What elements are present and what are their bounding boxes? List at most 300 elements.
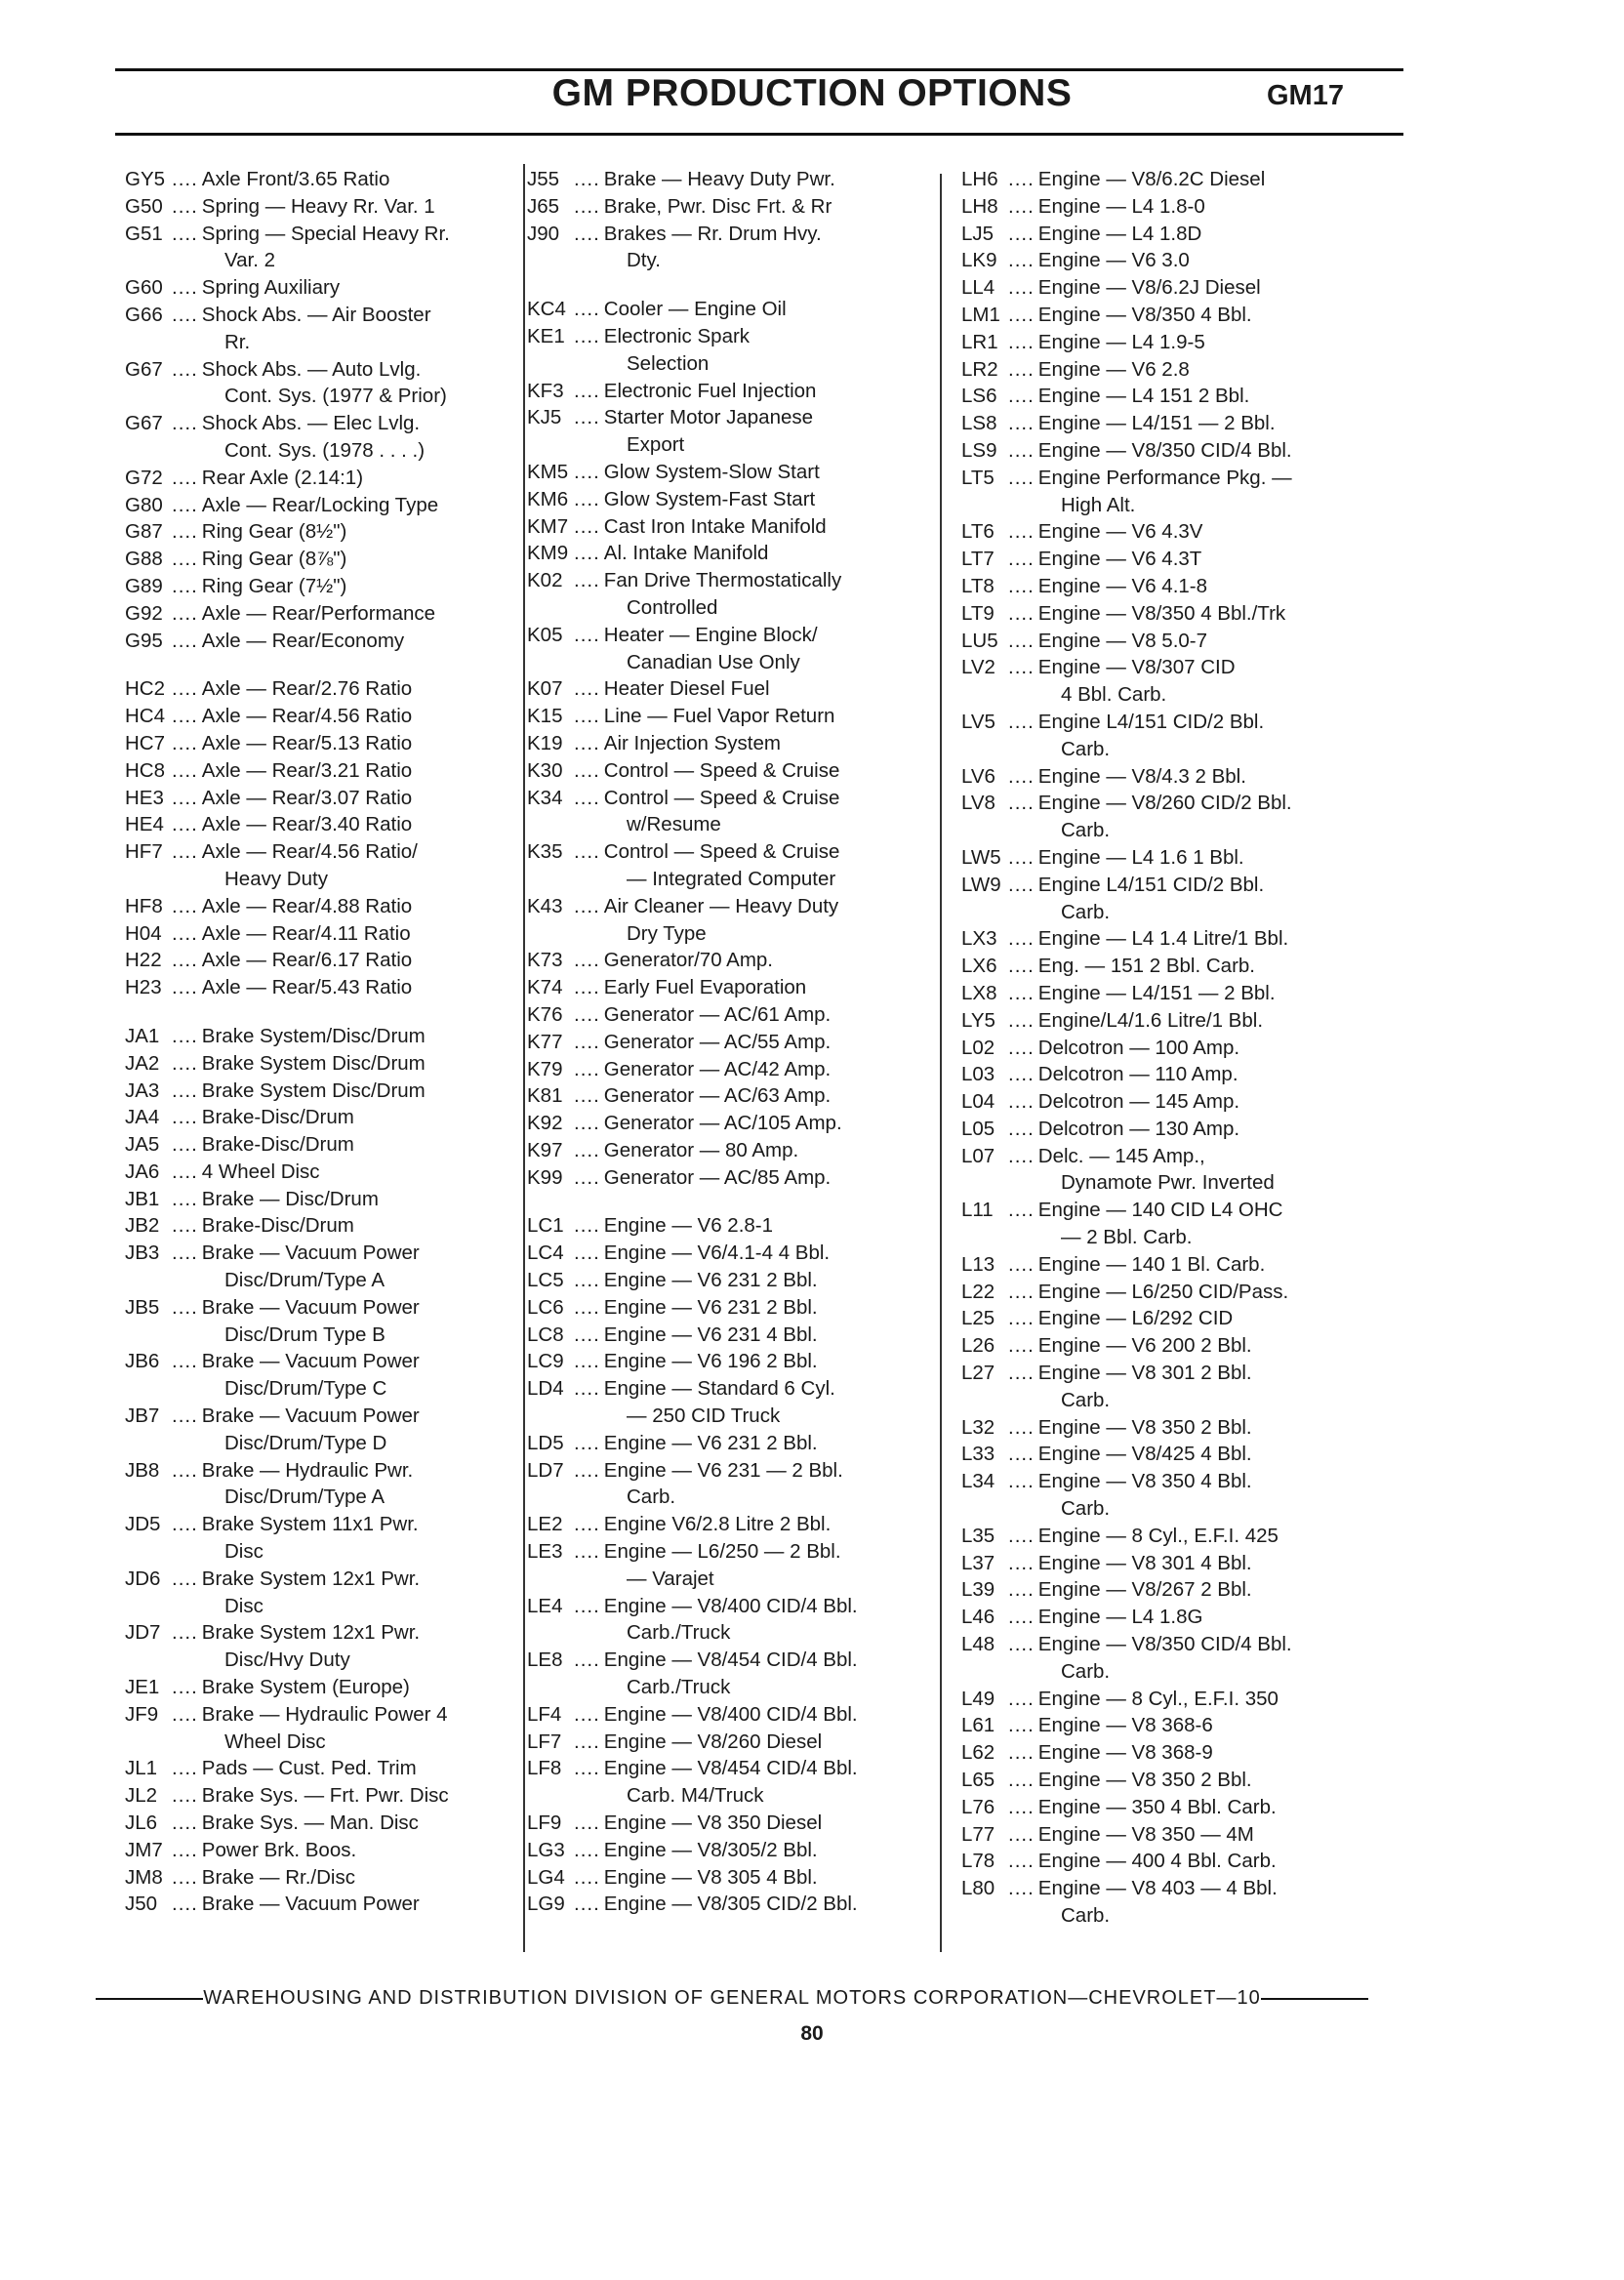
leader-dots: .... [172, 601, 198, 625]
option-entry [527, 1110, 937, 1137]
section-gap [527, 1191, 937, 1212]
option-description: Engine — V8/6.2J Diesel [1037, 276, 1261, 300]
option-description: Brake Sys. — Man. Disc [201, 1812, 419, 1835]
option-entry [125, 1159, 515, 1186]
leader-dots: .... [574, 1295, 600, 1319]
leader-dots: .... [1008, 520, 1035, 544]
column-divider [523, 164, 525, 1952]
option-entry [961, 1360, 1381, 1414]
option-code: L35 [961, 1524, 995, 1547]
option-description: Brake — Vacuum Power [201, 1350, 420, 1373]
option-code: L76 [961, 1795, 995, 1818]
option-description: Brake — Vacuum Power [201, 1295, 420, 1319]
option-entry [961, 518, 1381, 546]
leader-dots: .... [172, 1865, 198, 1889]
leader-dots: .... [574, 1893, 600, 1916]
option-code: K97 [527, 1138, 563, 1161]
option-code: LJ5 [961, 222, 995, 245]
option-code: LC1 [527, 1214, 564, 1238]
option-description: Axle — Rear/3.40 Ratio [201, 813, 413, 836]
leader-dots: .... [172, 1702, 198, 1726]
option-code: K77 [527, 1030, 563, 1053]
option-description: Generator/70 Amp. [603, 949, 774, 972]
option-entry [125, 703, 515, 730]
leader-dots: .... [1008, 574, 1035, 597]
option-description: Engine — L4/151 — 2 Bbl. [1037, 981, 1276, 1004]
option-code: L37 [961, 1551, 995, 1574]
option-description: Engine — V6 4.3V [1037, 520, 1203, 544]
option-description: Generator — AC/85 Amp. [603, 1165, 832, 1189]
option-entry [527, 893, 937, 948]
option-code: KM6 [527, 487, 569, 510]
option-code: LT9 [961, 601, 995, 625]
option-entry [961, 1767, 1381, 1794]
leader-dots: .... [172, 520, 198, 544]
options-column-2 [527, 166, 937, 1918]
option-code: G80 [125, 493, 163, 516]
option-code: L11 [961, 1199, 994, 1222]
option-description: Air Injection System [603, 731, 781, 754]
option-description: Engine — L4 151 2 Bbl. [1037, 385, 1250, 408]
leader-dots: .... [1008, 357, 1035, 381]
leader-dots: .... [172, 813, 198, 836]
option-code: K19 [527, 731, 563, 754]
leader-dots: .... [172, 758, 198, 782]
option-description: Engine — V8/260 Diesel [603, 1730, 823, 1753]
leader-dots: .... [172, 1079, 198, 1102]
option-code: JE1 [125, 1676, 160, 1699]
leader-dots: .... [1008, 1307, 1035, 1330]
option-entry [961, 1143, 1381, 1198]
option-description: Brake — Hydraulic Power 4 [201, 1702, 448, 1726]
option-code: L33 [961, 1443, 995, 1466]
leader-dots: .... [1008, 1877, 1035, 1900]
leader-dots: .... [574, 1112, 600, 1135]
options-column-1 [125, 166, 515, 1918]
leader-dots: .... [172, 1567, 198, 1590]
option-code: LF7 [527, 1730, 562, 1753]
option-entry [125, 221, 515, 275]
option-entry [125, 302, 515, 356]
option-description-continued: Canadian Use Only [627, 650, 800, 673]
leader-dots: .... [574, 1084, 600, 1108]
option-description-continued: Dynamote Pwr. Inverted [1061, 1171, 1275, 1195]
option-entry [125, 1837, 515, 1864]
leader-dots: .... [172, 1784, 198, 1808]
option-code: LW9 [961, 873, 1001, 896]
section-gap [125, 1001, 515, 1023]
option-description-continued: Dty. [627, 249, 661, 272]
option-code: K74 [527, 976, 563, 999]
option-description: Engine — V8 350 2 Bbl. [1037, 1415, 1252, 1439]
option-entry [125, 893, 515, 920]
option-code: JA6 [125, 1160, 160, 1183]
option-entry [125, 628, 515, 655]
option-entry [527, 1538, 937, 1593]
option-code: LC8 [527, 1323, 564, 1346]
option-entry [527, 1375, 937, 1430]
option-entry [527, 513, 937, 541]
leader-dots: .... [574, 1214, 600, 1238]
leader-dots: .... [574, 1702, 600, 1726]
leader-dots: .... [574, 379, 600, 402]
option-entry [961, 844, 1381, 872]
option-entry [527, 1891, 937, 1918]
option-description: Brake System 12x1 Pwr. [201, 1621, 421, 1645]
section-code: GM17 [1267, 80, 1344, 111]
option-entry [961, 573, 1381, 600]
leader-dots: .... [574, 1242, 600, 1265]
option-code: HF7 [125, 840, 163, 864]
option-entry [527, 703, 937, 730]
option-code: G67 [125, 357, 163, 381]
leader-dots: .... [172, 1458, 198, 1482]
option-code: HC7 [125, 731, 166, 754]
option-description-continued: Carb. [1061, 1904, 1111, 1927]
option-description-continued: Carb. [1061, 1497, 1111, 1521]
leader-dots: .... [1008, 1822, 1035, 1846]
leader-dots: .... [172, 1106, 198, 1129]
option-description: Engine — V8 5.0-7 [1037, 629, 1208, 652]
leader-dots: .... [574, 1649, 600, 1672]
option-entry [527, 785, 937, 839]
option-code: J55 [527, 168, 560, 190]
option-entry [125, 1457, 515, 1512]
option-code: L80 [961, 1877, 995, 1900]
option-description: Air Cleaner — Heavy Duty [603, 894, 839, 917]
option-description: Engine — V8/400 CID/4 Bbl. [603, 1594, 858, 1617]
option-entry [961, 1848, 1381, 1875]
leader-dots: .... [172, 705, 198, 728]
option-description: Axle — Rear/2.76 Ratio [201, 677, 413, 701]
option-description: Engine — L4 1.9-5 [1037, 330, 1205, 353]
leader-dots: .... [574, 1431, 600, 1454]
option-code: G67 [125, 412, 163, 435]
option-entry [125, 193, 515, 221]
option-code: LC5 [527, 1269, 564, 1292]
option-code: K15 [527, 705, 563, 728]
option-description-continued: Carb. [627, 1486, 676, 1509]
option-entry [527, 221, 937, 275]
option-entry [527, 947, 937, 974]
option-description-continued: Controlled [627, 595, 718, 619]
leader-dots: .... [574, 1002, 600, 1026]
option-description: Engine — L4/151 — 2 Bbl. [1037, 412, 1276, 435]
leader-dots: .... [172, 1214, 198, 1238]
option-description: Engine — V8 301 4 Bbl. [1037, 1551, 1252, 1574]
option-description: Brake System/Disc/Drum [201, 1024, 426, 1047]
option-description: Delcotron — 110 Amp. [1037, 1063, 1238, 1086]
option-code: KM7 [527, 514, 569, 538]
option-code: LH8 [961, 194, 998, 218]
option-description: Engine — V8/425 4 Bbl. [1037, 1443, 1252, 1466]
option-entry [527, 193, 937, 221]
leader-dots: .... [574, 1269, 600, 1292]
leader-dots: .... [1008, 792, 1035, 815]
option-entry [961, 1686, 1381, 1713]
option-entry [527, 166, 937, 193]
leader-dots: .... [574, 1865, 600, 1889]
option-entry [961, 763, 1381, 791]
option-code: JA4 [125, 1106, 160, 1129]
option-description-continued: Carb. M4/Truck [627, 1784, 764, 1808]
option-code: LR2 [961, 357, 998, 381]
top-rule [115, 68, 1403, 71]
option-description: Engine — V8/307 CID [1037, 656, 1236, 679]
option-code: LE4 [527, 1594, 563, 1617]
leader-dots: .... [172, 1676, 198, 1699]
option-code: LM1 [961, 303, 1000, 326]
option-code: H22 [125, 949, 162, 972]
option-code: LW5 [961, 845, 1001, 869]
option-description: Axle — Rear/4.56 Ratio [201, 705, 413, 728]
option-description-continued: Heavy Duty [224, 867, 328, 890]
header-rule [115, 133, 1403, 136]
option-description: Engine — L6/250 CID/Pass. [1037, 1280, 1289, 1303]
leader-dots: .... [172, 1295, 198, 1319]
option-code: LG9 [527, 1893, 565, 1916]
option-code: JB1 [125, 1187, 160, 1210]
option-description: Cooler — Engine Oil [603, 298, 787, 321]
option-description: Brakes — Rr. Drum Hvy. [603, 222, 822, 245]
option-entry [961, 709, 1381, 763]
option-entry [961, 1279, 1381, 1306]
leader-dots: .... [574, 1594, 600, 1617]
leader-dots: .... [1008, 1252, 1035, 1276]
option-description: Control — Speed & Cruise [603, 840, 840, 864]
option-description-continued: Disc [224, 1594, 264, 1617]
option-description: Shock Abs. — Auto Lvlg. [201, 357, 422, 381]
option-description: Generator — 80 Amp. [603, 1138, 799, 1161]
option-entry [125, 546, 515, 573]
option-code: JD5 [125, 1513, 161, 1536]
option-code: LL4 [961, 276, 995, 300]
option-entry [961, 1414, 1381, 1442]
option-description: Engine — L6/250 — 2 Bbl. [603, 1540, 841, 1564]
option-description: Brake System (Europe) [201, 1676, 410, 1699]
option-description: Engine — Standard 6 Cyl. [603, 1377, 835, 1401]
option-entry [527, 1593, 937, 1648]
leader-dots: .... [574, 1323, 600, 1346]
leader-dots: .... [172, 1133, 198, 1157]
option-code: LX6 [961, 955, 997, 978]
option-code: JF9 [125, 1702, 159, 1726]
option-entry [961, 872, 1381, 926]
option-entry [961, 1007, 1381, 1035]
leader-dots: .... [1008, 1741, 1035, 1765]
option-code: LT6 [961, 520, 995, 544]
option-entry [527, 1755, 937, 1810]
option-description: Engine — V8 305 4 Bbl. [603, 1865, 818, 1889]
option-entry [961, 628, 1381, 655]
option-code: K34 [527, 786, 563, 809]
option-entry [125, 1240, 515, 1294]
option-code: KM9 [527, 542, 569, 565]
option-entry [961, 1035, 1381, 1062]
option-code: LF9 [527, 1812, 562, 1835]
option-description: Generator — AC/105 Amp. [603, 1112, 842, 1135]
option-description: Engine — V8/4.3 2 Bbl. [1037, 764, 1246, 788]
option-code: K02 [527, 569, 563, 592]
option-entry [125, 947, 515, 974]
option-description: Generator — AC/55 Amp. [603, 1030, 832, 1053]
option-description: Control — Speed & Cruise [603, 786, 840, 809]
leader-dots: .... [574, 1377, 600, 1401]
option-description: Starter Motor Japanese [603, 406, 814, 429]
option-entry [125, 465, 515, 492]
leader-dots: .... [172, 1160, 198, 1183]
option-code: LC6 [527, 1295, 564, 1319]
option-code: L03 [961, 1063, 995, 1086]
option-code: JB5 [125, 1295, 160, 1319]
option-description: Engine — 140 1 Bl. Carb. [1037, 1252, 1266, 1276]
option-description-continued: — 2 Bbl. Carb. [1061, 1226, 1193, 1249]
leader-dots: .... [574, 1540, 600, 1564]
leader-dots: .... [1008, 548, 1035, 571]
option-code: J90 [527, 222, 560, 245]
option-code: G72 [125, 466, 163, 489]
option-description-continued: Var. 2 [224, 249, 276, 272]
option-entry [125, 410, 515, 465]
leader-dots: .... [172, 1051, 198, 1075]
option-entry [961, 1604, 1381, 1631]
option-code: JB7 [125, 1405, 160, 1428]
option-description: Brake — Vacuum Power [201, 1242, 420, 1265]
option-code: L13 [961, 1252, 995, 1276]
option-entry [527, 838, 937, 893]
option-description: Control — Speed & Cruise [603, 758, 840, 782]
option-description: Engine — L4 1.4 Litre/1 Bbl. [1037, 927, 1289, 951]
footer-line [88, 1987, 1376, 2010]
option-description: Engine — 8 Cyl., E.F.I. 350 [1037, 1687, 1279, 1710]
option-entry [527, 757, 937, 785]
leader-dots: .... [574, 1757, 600, 1780]
option-description: Delcotron — 130 Amp. [1037, 1117, 1240, 1140]
option-description: Engine — V8 403 — 4 Bbl. [1037, 1877, 1278, 1900]
option-description: Eng. — 151 2 Bbl. Carb. [1037, 955, 1256, 978]
option-entry [527, 1267, 937, 1294]
leader-dots: .... [1008, 194, 1035, 218]
option-description: Line — Fuel Vapor Return [603, 705, 835, 728]
leader-dots: .... [574, 460, 600, 483]
option-entry [961, 1712, 1381, 1739]
option-description: Axle — Rear/3.21 Ratio [201, 758, 413, 782]
leader-dots: .... [574, 976, 600, 999]
option-description-continued: Disc [224, 1540, 264, 1564]
leader-dots: .... [172, 548, 198, 571]
option-code: L62 [961, 1741, 995, 1765]
leader-dots: .... [574, 623, 600, 646]
option-entry [527, 1240, 937, 1267]
option-entry [961, 383, 1381, 410]
option-entry [961, 1794, 1381, 1821]
option-description: Brake System Disc/Drum [201, 1079, 426, 1102]
option-description-continued: Carb./Truck [627, 1676, 731, 1699]
option-code: K99 [527, 1165, 563, 1189]
option-description: Engine — V6 231 — 2 Bbl. [603, 1458, 843, 1482]
option-description: Brake — Heavy Duty Pwr. [603, 168, 835, 190]
option-description: Heater Diesel Fuel [603, 677, 770, 701]
option-entry [961, 1061, 1381, 1088]
option-description-continued: Wheel Disc [224, 1730, 326, 1753]
option-code: JA5 [125, 1133, 160, 1157]
option-entry [527, 974, 937, 1001]
footer-rule-left [96, 1998, 203, 2000]
option-code: JM7 [125, 1838, 163, 1861]
option-code: L48 [961, 1633, 995, 1656]
leader-dots: .... [1008, 1362, 1035, 1385]
option-code: JB2 [125, 1214, 160, 1238]
option-description: Shock Abs. — Air Booster [201, 303, 431, 326]
option-code: LV2 [961, 656, 995, 679]
option-description-continued: Disc/Drum Type B [224, 1323, 386, 1346]
option-description: Engine — V6 231 4 Bbl. [603, 1323, 818, 1346]
leader-dots: .... [172, 1838, 198, 1861]
leader-dots: .... [574, 705, 600, 728]
option-code: JB6 [125, 1350, 160, 1373]
option-description: Engine — V6 231 2 Bbl. [603, 1295, 818, 1319]
option-code: L49 [961, 1687, 995, 1710]
leader-dots: .... [1008, 1443, 1035, 1466]
leader-dots: .... [172, 677, 198, 701]
leader-dots: .... [574, 1812, 600, 1835]
page-number: 80 [800, 2022, 824, 2045]
leader-dots: .... [574, 324, 600, 347]
leader-dots: .... [1008, 1036, 1035, 1059]
option-code: LD7 [527, 1458, 564, 1482]
option-description: Brake Sys. — Frt. Pwr. Disc [201, 1784, 449, 1808]
option-entry [125, 811, 515, 838]
option-entry [961, 546, 1381, 573]
option-code: KF3 [527, 379, 564, 402]
option-code: G51 [125, 222, 163, 245]
option-description: Brake — Vacuum Power [201, 1893, 420, 1916]
option-entry [527, 1082, 937, 1110]
options-column-3 [961, 166, 1381, 1930]
leader-dots: .... [574, 1730, 600, 1753]
option-description-continued: Rr. [224, 330, 251, 353]
option-description: Generator — AC/63 Amp. [603, 1084, 832, 1108]
option-description: Generator — AC/42 Amp. [603, 1057, 832, 1080]
leader-dots: .... [574, 406, 600, 429]
option-entry [125, 838, 515, 893]
option-description: Engine — V8/350 CID/4 Bbl. [1037, 438, 1292, 462]
leader-dots: .... [1008, 710, 1035, 733]
option-entry [125, 1864, 515, 1892]
option-description-continued: Export [627, 433, 685, 457]
leader-dots: .... [574, 1138, 600, 1161]
option-entry [527, 1348, 937, 1375]
option-description: Engine — V8 368-6 [1037, 1714, 1213, 1737]
option-description: Axle — Rear/4.11 Ratio [201, 921, 411, 945]
option-entry [527, 1294, 937, 1322]
leader-dots: .... [1008, 330, 1035, 353]
option-code: JM8 [125, 1865, 163, 1889]
option-entry [961, 193, 1381, 221]
option-entry [527, 459, 937, 486]
option-code: L61 [961, 1714, 995, 1737]
section-gap [527, 274, 937, 296]
option-code: L04 [961, 1090, 995, 1114]
option-code: L65 [961, 1769, 995, 1792]
option-description: Spring Auxiliary [201, 276, 341, 300]
option-entry [527, 1864, 937, 1892]
option-entry [125, 1131, 515, 1159]
leader-dots: .... [574, 1057, 600, 1080]
option-description: Engine — V8/305/2 Bbl. [603, 1838, 818, 1861]
option-entry [961, 1468, 1381, 1523]
option-entry [125, 1674, 515, 1701]
